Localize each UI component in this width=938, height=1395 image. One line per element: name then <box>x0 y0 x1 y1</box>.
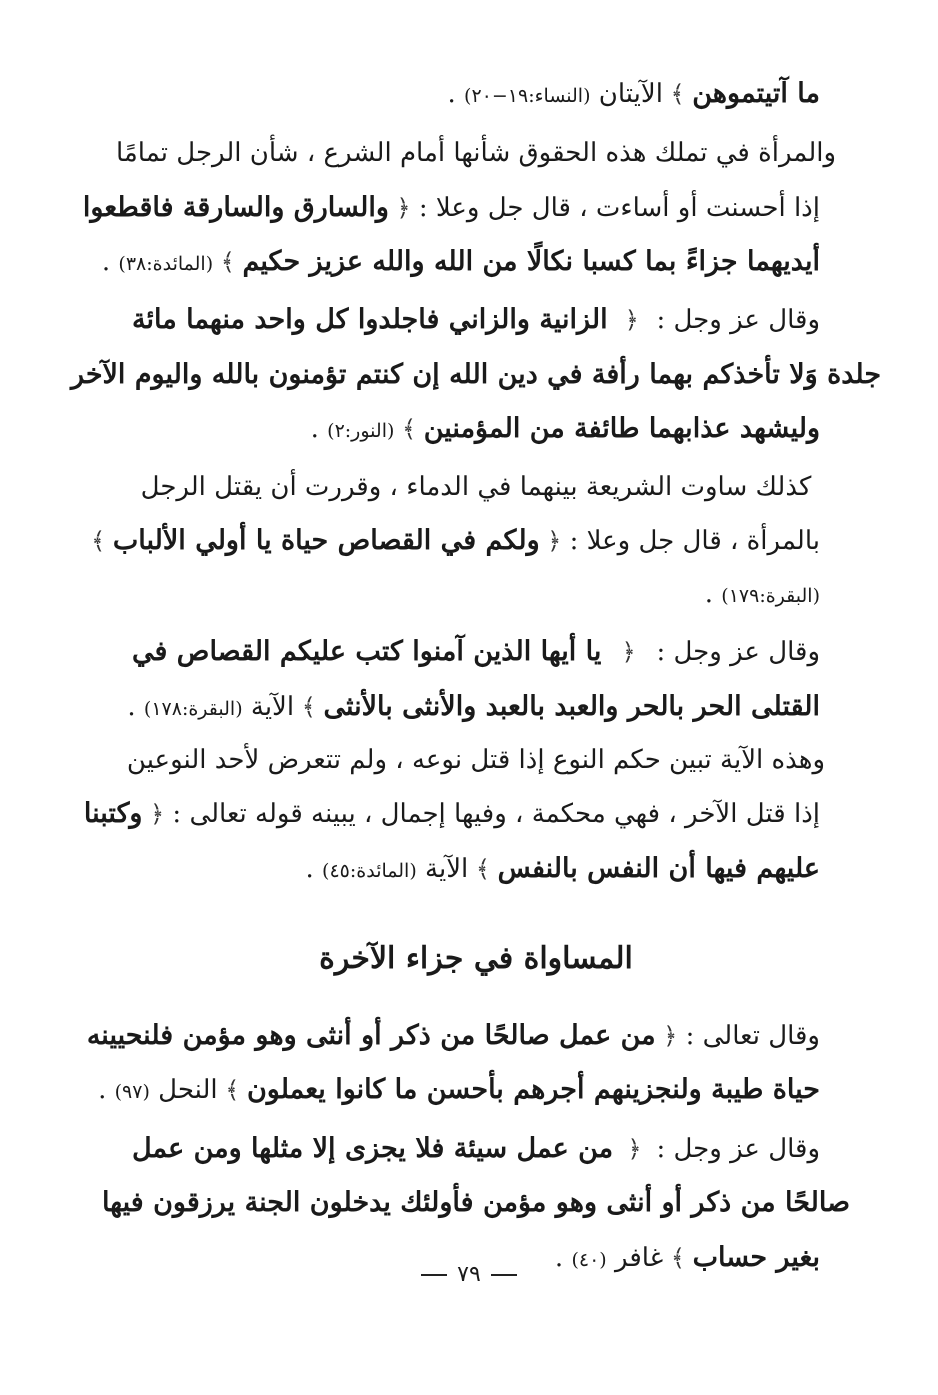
verse-reference: (البقرة:١٧٩) <box>721 585 820 608</box>
verse-reference: (النور:٢) <box>327 420 395 443</box>
paragraph <box>70 304 882 445</box>
quote-bracket: ﴿ <box>388 193 411 222</box>
text-line <box>101 245 820 278</box>
verse-reference: (٤٠) <box>571 1248 607 1271</box>
quote-bracket: ﴿ <box>617 306 639 335</box>
section-heading: المساواة في جزاء الآخرة <box>319 941 633 977</box>
text-line <box>70 358 882 391</box>
quran-text: والسارق والسارقة فاقطعوا <box>82 191 389 223</box>
paragraph <box>82 138 837 278</box>
text-line <box>115 138 837 169</box>
quote-bracket: ﴿ <box>619 1134 642 1163</box>
page-number <box>0 1262 938 1287</box>
body-text: . <box>704 579 722 610</box>
body-text: بالمرأة ، قال جل وعلا : <box>561 525 820 556</box>
body-text: إذا قتل الآخر ، فهي محكمة ، وفيها إجمال ، يبينه قوله تعالى : <box>164 799 820 830</box>
quran-text: وكتبنا <box>83 798 143 830</box>
body-text: . <box>127 691 144 722</box>
quran-text: عليهم فيها أن النفس بالنفس <box>497 852 820 884</box>
quote-bracket: ﴾ <box>217 1076 247 1105</box>
body-text: . <box>101 246 119 277</box>
body-text: والمرأة في تملك هذه الحقوق شأنها أمام الشرع ، شأن الرجل تمامًا <box>115 138 837 169</box>
quran-text: وليشهد عذابهما طائفة من المؤمنين <box>423 413 820 445</box>
text-line <box>126 745 826 776</box>
text-line <box>132 636 820 668</box>
text-line <box>132 1133 820 1165</box>
dash-right <box>421 1274 447 1276</box>
paragraph <box>101 1132 851 1274</box>
quote-bracket: ﴾ <box>663 1243 693 1272</box>
body-text: النحل <box>149 1075 218 1106</box>
quote-bracket: ﴿ <box>655 1022 678 1051</box>
text-line <box>132 78 820 110</box>
page-number-value: ٧٩ <box>457 1262 481 1287</box>
quote-bracket: ﴾ <box>468 854 498 883</box>
dash-left <box>491 1274 517 1276</box>
verse-reference: (البقرة:١٧٨) <box>143 697 243 720</box>
paragraph <box>91 471 820 611</box>
quran-text: من عمل سيئة فلا يجزى إلا مثلها ومن عمل <box>132 1132 614 1164</box>
quran-text: يا أيها الذين آمنوا كتب عليكم القصاص في <box>132 636 602 668</box>
quran-text: حياة طيبة ولنجزينهم أجرهم بأحسن ما كانوا يعملون <box>246 1074 820 1106</box>
text-line <box>132 579 820 610</box>
body-text: كذلك ساوت الشريعة بينهما في الدماء ، وقررت أن يقتل الرجل <box>140 471 812 502</box>
verse-reference: (المائدة:٣٨) <box>118 252 214 275</box>
quote-bracket: ﴿ <box>613 638 636 667</box>
paragraph <box>127 636 820 723</box>
quran-text: أيديهما جزاءً بما كسبا نكالًا من الله والله عزيز حكيم <box>242 245 820 277</box>
body-text: الآية <box>416 853 469 884</box>
body-text: وقال عز وجل : <box>648 637 820 668</box>
quote-bracket: ﴾ <box>213 247 243 276</box>
text-line <box>132 853 820 885</box>
text-line <box>132 413 820 445</box>
quran-text: الزانية والزاني فاجلدوا كل واحد منهما مائة <box>132 304 608 336</box>
text-line <box>127 690 820 723</box>
body-text: إذا أحسنت أو أساءت ، قال جل وعلا : <box>410 192 820 223</box>
quran-text: بغير حساب <box>692 1241 820 1273</box>
text-line <box>86 1020 820 1052</box>
quran-text: من عمل صالحًا من ذكر أو أنثى وهو مؤمن فلنحيينه <box>86 1020 656 1052</box>
quote-bracket: ﴾ <box>91 526 113 555</box>
paragraph <box>86 1020 820 1107</box>
quote-bracket: ﴾ <box>294 692 324 721</box>
text-line <box>91 524 820 557</box>
quran-text: جلدة وَلا تأخذكم بهما رأفة في دين الله إن كنتم تؤمنون بالله واليوم الآخر <box>70 358 882 390</box>
body-text: غافر <box>606 1242 664 1273</box>
body-text: وقال عز وجل : <box>648 1133 820 1164</box>
text-line <box>83 798 820 830</box>
paragraph <box>132 78 820 110</box>
text-line <box>132 472 820 503</box>
body-text: . <box>305 853 323 884</box>
body-text: الآية <box>242 691 295 722</box>
text-line <box>82 191 820 224</box>
body-text: . <box>98 1075 115 1106</box>
quote-bracket: ﴾ <box>662 80 693 108</box>
quote-bracket: ﴿ <box>142 800 165 829</box>
quran-text: القتلى الحر بالحر والعبد بالعبد والأنثى بالأنثى <box>323 690 820 722</box>
text-block-bottom <box>86 1020 851 1274</box>
quran-text: ما آتيتموهن <box>692 78 820 109</box>
quran-text: ولكم في القصاص حياة يا أولي الألباب <box>112 524 540 556</box>
quran-text: صالحًا من ذكر أو أنثى وهو مؤمن فأولئك يدخلون الجنة يرزقون فيها <box>101 1187 851 1219</box>
body-text: . <box>447 79 465 109</box>
body-text: . <box>310 414 328 445</box>
verse-reference: (النساء:١٩−٢٠) <box>464 85 591 107</box>
text-block-top <box>70 78 882 885</box>
paragraph <box>83 745 826 885</box>
text-line <box>132 304 820 336</box>
body-text: وقال عز وجل : <box>648 305 820 336</box>
quote-bracket: ﴿ <box>539 526 562 555</box>
text-line <box>98 1074 820 1106</box>
body-text: وقال تعالى : <box>677 1021 820 1052</box>
body-text: وهذه الآية تبين حكم النوع إذا قتل نوعه ، ولم تتعرض لأحد النوعين <box>126 745 826 776</box>
body-text: . <box>554 1242 572 1273</box>
verse-reference: (المائدة:٤٥) <box>322 859 417 882</box>
verse-reference: (٩٧) <box>114 1081 150 1104</box>
text-line <box>101 1187 851 1219</box>
body-text: الآيتان <box>590 79 663 109</box>
quote-bracket: ﴾ <box>394 415 424 444</box>
